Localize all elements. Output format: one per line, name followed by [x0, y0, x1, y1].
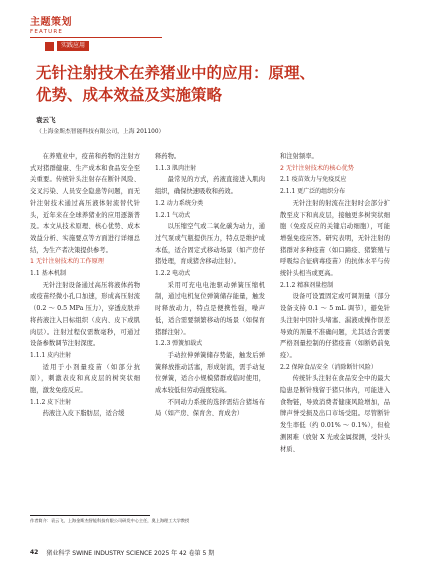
subsection-heading: 2.2 保障食品安全（消除断针风险）	[280, 363, 377, 371]
author-footnote: 作者简介：袁云飞，上海金斯杰智能科技有限公司研发中心主任，奥上海理工大学教授	[30, 518, 190, 523]
section-subtitle: FEATURE	[30, 29, 64, 35]
paragraph: 无针注射设备通过高压将液体药物或疫苗经微小孔口加速，形成高压射流（0.2 ～ 0.5 MPa 压力），穿透皮肤并将药液注入目标组织（皮内、皮下或肌肉层）。注射过程仅需数毫秒，可通过设备参数调节注射深度。	[30, 281, 140, 348]
paragraph: 适用于小剂量疫苗（如部分抗原），刺激表皮和真皮层的树突状细胞，激发免疫反应。	[30, 363, 140, 395]
paragraph: 设备可设置固定或可调剂量（部分设备支持 0.1 ～ 5 mL 调节），避免针头注射中因针头堵塞、漏液或操作误差导致的剂量不准确问题，尤其适合需要严格剂量控制的仔猪疫苗（如断奶前免疫）。	[280, 293, 390, 359]
header-divider	[30, 37, 162, 38]
subsection-heading: 2.1 疫苗效力与免疫反应	[280, 176, 347, 184]
column-tag-label: 实践应用	[57, 41, 89, 51]
paragraph: 和注射频率。	[280, 153, 318, 160]
page-number: 42	[30, 549, 39, 556]
page-footer	[30, 548, 214, 557]
subsubsection-heading: 1.2.2 电动式	[155, 270, 191, 278]
body-column-1	[30, 151, 140, 420]
column-tag	[45, 41, 89, 51]
paragraph: 不同动力系统的选择需结合猪场布局（如产房、保育舍、育成舍）	[155, 398, 265, 418]
body-column-2	[155, 151, 265, 420]
section-title: 主题策划	[30, 17, 72, 28]
section-header	[30, 13, 72, 35]
subsection-heading: 1.1 基本机制	[30, 270, 67, 278]
paragraph: 无针注射的射流在注射时会部分扩散至皮下和真皮层，接触更多树突状细胞（免疫反应的关键启动细胞），可能增强免疫应答。研究表明，无针注射的猪群对多种疫苗（如口蹄疫、猪繁殖与呼吸综合征病毒疫苗）的抗体水平与传统针头相当或更高。	[280, 199, 390, 278]
subsubsection-heading: 1.1.3 肌肉注射	[155, 164, 197, 172]
paragraph: 最常见的方式，药液直接进入肌肉组织，确保快速吸收和药效。	[155, 176, 265, 196]
tag-square-icon	[45, 42, 54, 51]
subsubsection-heading: 1.1.1 皮内注射	[30, 351, 72, 359]
paragraph: 采用可充电电池驱动弹簧压缩机制，通过电机复位弹簧储存能量，触发时释放动力，特点是便携性强，噪声低，适合需要频繁移动的场景（如保育猪群注射）。	[155, 281, 265, 336]
title-line-1: 无针注射技术在养猪业中的应用：原理、	[36, 63, 316, 82]
subsection-heading: 1.2 动力系统分类	[155, 199, 204, 207]
paragraph: 释药物。	[155, 153, 181, 160]
article-title	[36, 62, 396, 106]
author-name: 袁云飞	[36, 116, 56, 124]
section-heading: 2 无针注射技术的核心优势	[280, 164, 354, 172]
body-column-3	[280, 151, 390, 455]
title-line-2: 优势、成本效益及实施策略	[36, 85, 223, 104]
paragraph: 传统针头注射在食品安全中的最大隐患是断针残留于猪只体内，可能进入食物链，导致消费者健康风险增加，品牌声誉受损及出口市场受阻。尽管断针发生率低（约 0.01% ～ 0.1%），但检测困难（放射 X 光或金属探测，受针头材质、	[280, 375, 390, 453]
subsubsection-heading: 2.1.1 更广泛的组织分布	[280, 188, 346, 196]
journal-name: 猪业科学 SWINE INDUSTRY SCIENCE 2025 年 42 卷第 5 期	[46, 550, 215, 557]
paragraph: 手动拉伸弹簧储存势能，触发后弹簧释放推动活塞，形成射流，需手动复位弹簧，适合小规模猪群或临时使用，成本较低但劳动强度较高。	[155, 351, 265, 395]
author-affiliation: （上海金斯杰智能科技有限公司，上海 201100）	[36, 129, 165, 135]
paragraph: 以压缩空气或二氧化碳为动力，通过气泵或气瓶提供压力，特点是维护成本低，适合固定式移动场景（如产房仔猪处理，育成猪舍移动注射）。	[155, 223, 265, 266]
paragraph: 在养殖业中，疫苗和药物的注射方式对猪群健康、生产成本和食品安全至关重要。传统针头注射存在断针风险、交叉污染、人员安全隐患等问题，而无针注射技术通过高压液体射流替代针头，近年来在全球养猪业的应用逐渐普及。本文从技术原理、核心优势、成本效益分析、实施要点等方面进行详细总结，为生产者决策提供参考。	[30, 153, 140, 254]
paragraph: 药液注入皮下脂肪层，适合缓	[42, 410, 125, 418]
section-heading: 1 无针注射技术的工作原理	[30, 258, 104, 266]
subsubsection-heading: 1.2.3 弹簧加载式	[155, 340, 203, 348]
footnote-divider	[30, 515, 150, 516]
subsubsection-heading: 2.1.2 精准剂量控制	[280, 281, 334, 289]
subsubsection-heading: 1.1.2 皮下注射	[30, 398, 72, 406]
subsubsection-heading: 1.2.1 气动式	[155, 211, 191, 219]
